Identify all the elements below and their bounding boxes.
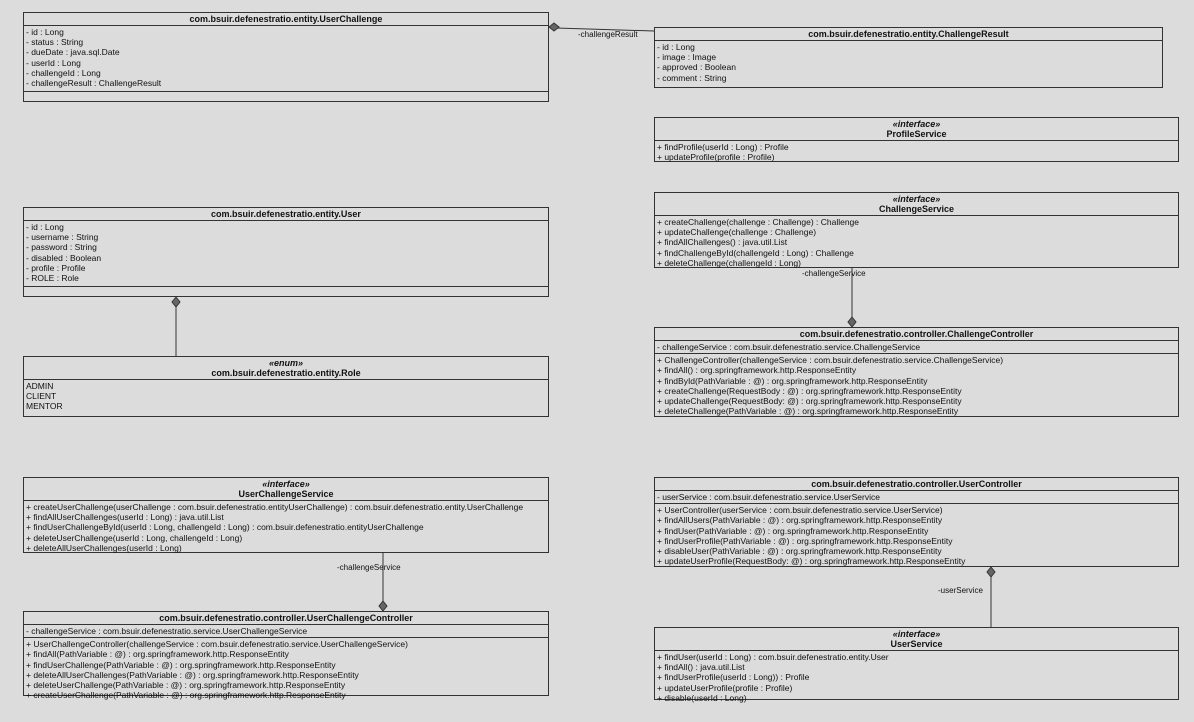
attribute: - id : Long [26,27,64,37]
operation: + deleteUserChallenge(PathVariable : @) : org.springframework.http.ResponseEntity [26,680,346,691]
interface-user-challenge-service[interactable] [23,477,549,553]
attribute: - comment : String [657,72,727,83]
operations-section [655,216,1178,269]
class-name: com.bsuir.defenestratio.entity.Role [211,368,361,378]
attribute: - userId : Long [26,57,81,68]
operation: + createChallenge(RequestBody : @) : org.springframework.http.ResponseEntity [657,385,962,396]
operation: + createChallenge(challenge : Challenge) : Challenge [657,217,860,227]
operation: + findAllUsers(PathVariable : @) : org.springframework.http.ResponseEntity [657,515,943,526]
class-user-challenge-controller[interactable] [23,611,549,701]
literals-section [24,380,548,413]
operation: + disable(userId : Long) [657,692,747,703]
attribute: - userService : com.bsuir.defenestratio.service.UserService [657,492,880,502]
composition-diamond-user-challenge-controller [379,601,387,611]
interface-challenge-service[interactable] [654,192,1179,268]
attributes-section [655,341,1178,354]
operation: + updateChallenge(challenge : Challenge) [657,227,817,238]
operation: + findUser(PathVariable : @) : org.springframework.http.ResponseEntity [657,525,929,536]
association-label-challenge-service: -challengeService [802,269,866,278]
attribute: - challengeService : com.bsuir.defenestratio.service.ChallengeService [657,342,921,352]
operation: + disableUser(PathVariable : @) : org.springframework.http.ResponseEntity [657,546,942,557]
operation: + findAllUserChallenges(userId : Long) : java.util.List [26,512,224,523]
operations-section [655,354,1178,417]
stereotype: «enum» [268,358,303,368]
operation: + UserChallengeController(challengeService : com.bsuir.defenestratio.service.UserChallengeService) [26,639,408,650]
stereotype: «interface» [892,194,941,204]
operation: + updateUserProfile(RequestBody: @) : org.springframework.http.ResponseEntity [657,556,966,567]
attribute: - approved : Boolean [657,62,736,73]
attribute: - challengeService : com.bsuir.defenestratio.service.UserChallengeService [26,626,308,636]
operation: + UserController(userService : com.bsuir.defenestratio.service.UserService) [657,505,943,516]
enum-literal: ADMIN [26,381,54,391]
attribute: - disabled : Boolean [26,252,102,263]
class-name: UserService [890,639,943,649]
attribute: - password : String [26,242,97,253]
composition-diamond-role [172,297,180,307]
composition-diamond-user-controller [987,567,995,577]
attribute: - status : String [26,37,84,48]
class-name: com.bsuir.defenestratio.controller.UserChallengeController [159,613,413,623]
operation: + findUserProfile(userId : Long)) : Profile [657,672,810,683]
class-name: com.bsuir.defenestratio.controller.ChallengeController [799,329,1034,339]
stereotype: «interface» [892,629,941,639]
operation: + findAll() : java.util.List [657,662,745,673]
operation: + findAll(PathVariable : @) : org.springframework.http.ResponseEntity [26,649,289,660]
operations-section [655,504,1178,567]
operation: + findUserChallenge(PathVariable : @) : org.springframework.http.ResponseEntity [26,659,336,670]
composition-diamond-challenge-controller [848,317,856,327]
operation: + updateProfile(profile : Profile) [657,152,775,163]
operations-section [655,651,1178,704]
class-name: com.bsuir.defenestratio.entity.UserChallenge [189,14,383,24]
attribute: - challengeId : Long [26,67,101,78]
stereotype: «interface» [262,479,310,489]
interface-user-service[interactable] [654,627,1179,703]
class-user-challenge[interactable] [23,12,549,102]
operation: + findChallengeById(challengeId : Long) : Challenge [657,247,854,258]
operation: + findUser(userId : Long) : com.bsuir.defenestratio.entity.User [657,652,889,662]
operation: + findUserChallengeById(userId : Long, challengeId : Long) : com.bsuir.defenestratio.entityUserChallenge [26,522,424,533]
enum-role[interactable] [23,356,549,417]
operation: + findProfile(userId : Long) : Profile [657,142,789,152]
stereotype: «interface» [892,119,941,129]
attribute: - image : Image [657,52,717,63]
operations-section [24,501,548,554]
operation: + findAll() : org.springframework.http.ResponseEntity [657,365,857,376]
enum-literal: CLIENT [26,391,57,402]
class-name: ChallengeService [878,204,955,214]
operation: + updateUserProfile(profile : Profile) [657,682,793,693]
class-name: com.bsuir.defenestratio.controller.UserController [811,479,1022,489]
attribute: - ROLE : Role [26,273,79,284]
attribute: - challengeResult : ChallengeResult [26,78,162,89]
attribute: - id : Long [26,222,64,232]
operations-section [24,92,548,94]
class-challenge-result[interactable] [654,27,1163,88]
attributes-section [655,491,1178,504]
association-label-challenge-result: -challengeResult [578,30,638,39]
operation: + updateChallenge(RequestBody: @) : org.springframework.http.ResponseEntity [657,396,962,407]
operation: + deleteChallenge(PathVariable : @) : org.springframework.http.ResponseEntity [657,406,959,417]
attributes-section [24,26,548,92]
attribute: - id : Long [657,42,695,52]
enum-literal: MENTOR [26,401,63,412]
operation: + findAllChallenges() : java.util.List [657,237,788,248]
class-name: com.bsuir.defenestratio.entity.ChallengeResult [808,29,1009,39]
attributes-section [24,221,548,287]
association-label-user-challenge-service: -challengeService [337,563,401,572]
operation: + findById(PathVariable : @) : org.springframework.http.ResponseEntity [657,375,928,386]
class-name: com.bsuir.defenestratio.entity.User [211,209,361,219]
operations-section [24,638,548,701]
operation: + deleteAllUserChallenges(PathVariable : @) : org.springframework.http.ResponseEntity [26,669,359,680]
operation: + deleteUserChallenge(userId : Long, challengeId : Long) [26,532,243,543]
class-user-controller[interactable] [654,477,1179,567]
attribute: - dueDate : java.sql.Date [26,47,120,58]
operations-section [655,141,1178,163]
operation: + deleteChallenge(challengeId : Long) [657,257,801,268]
operation: + createUserChallenge(userChallenge : com.bsuir.defenestratio.entityUserChallenge) : com.bsuir.defenestratio.entity.UserChallenge [26,502,524,512]
class-name: ProfileService [886,129,947,139]
operations-section [24,287,548,289]
interface-profile-service[interactable] [654,117,1179,162]
attribute: - profile : Profile [26,262,86,273]
association-label-user-service: -userService [938,586,983,595]
attribute: - username : String [26,232,99,243]
operation: + deleteAllUserChallenges(userId : Long) [26,542,182,553]
composition-diamond-challenge-result [549,23,559,31]
attributes-section [655,41,1162,84]
class-name: UserChallengeService [238,489,334,499]
class-challenge-controller[interactable] [654,327,1179,417]
operation: + findUserProfile(PathVariable : @) : org.springframework.http.ResponseEntity [657,535,953,546]
operation: + ChallengeController(challengeService : com.bsuir.defenestratio.service.ChallengeService) [657,355,1004,366]
attributes-section [24,625,548,638]
class-user[interactable] [23,207,549,297]
operation: + createUserChallenge(PathVariable : @) : org.springframework.http.ResponseEntity [26,690,346,701]
